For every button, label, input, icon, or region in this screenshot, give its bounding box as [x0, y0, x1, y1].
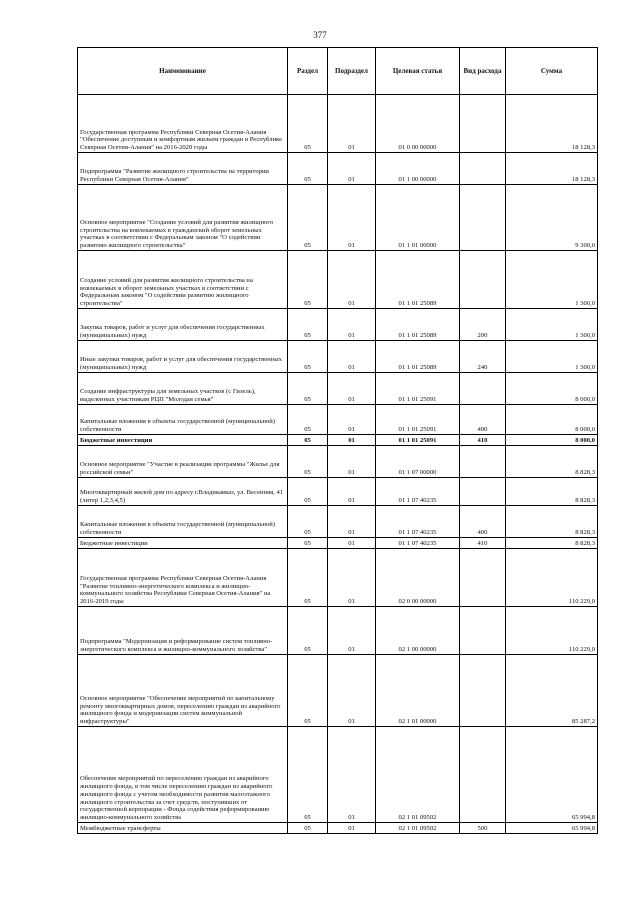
cell-section: 05: [288, 655, 328, 727]
cell-target: 01 1 01 25091: [376, 435, 460, 446]
cell-section: 05: [288, 607, 328, 655]
table-row: [78, 251, 598, 309]
table-row: [78, 727, 598, 823]
table-row: [78, 309, 598, 341]
cell-subsection: 01: [328, 727, 376, 823]
cell-target: 01 1 01 25091: [376, 373, 460, 405]
cell-sum: 8 000,0: [506, 435, 598, 446]
cell-section: 05: [288, 373, 328, 405]
cell-target: 01 0 00 00000: [376, 95, 460, 153]
cell-name: Бюджетные инвестиции: [78, 538, 288, 549]
cell-target: 01 1 01 25091: [376, 405, 460, 435]
cell-sum: 110 229,0: [506, 549, 598, 607]
cell-name: Обеспечение мероприятий по переселению граждан из аварийного жилищного фонда, в том числе переселению граждан из аварийного жилищного фонда с учетом необходимости развития малоэтажного жилищного строительства за счет средств, поступивших от государственной корпорации - Фонда содействия реформированию жилищно-коммунального хозяйства: [78, 727, 288, 823]
cell-subsection: 01: [328, 478, 376, 506]
table-row: [78, 607, 598, 655]
cell-subsection: 01: [328, 405, 376, 435]
cell-sum: 65 994,8: [506, 823, 598, 834]
cell-target: 01 1 07 00000: [376, 446, 460, 478]
cell-type: [460, 549, 506, 607]
cell-target: 01 1 00 00000: [376, 153, 460, 185]
cell-subsection: 01: [328, 538, 376, 549]
cell-sum: 18 128,3: [506, 95, 598, 153]
cell-type: 240: [460, 341, 506, 373]
cell-name: Бюджетные инвестиции: [78, 435, 288, 446]
header-subsection: Подраздел: [328, 48, 376, 95]
cell-subsection: 01: [328, 506, 376, 538]
cell-type: 500: [460, 823, 506, 834]
cell-section: 05: [288, 538, 328, 549]
cell-sum: 8 828,3: [506, 446, 598, 478]
table-row: [78, 95, 598, 153]
cell-type: 410: [460, 538, 506, 549]
table-row: [78, 549, 598, 607]
cell-sum: 65 994,8: [506, 727, 598, 823]
cell-subsection: 01: [328, 823, 376, 834]
cell-subsection: 01: [328, 607, 376, 655]
cell-name: Основное мероприятие "Участие в реализации программы "Жилье для российской семьи": [78, 446, 288, 478]
cell-section: 05: [288, 405, 328, 435]
cell-type: 400: [460, 405, 506, 435]
cell-name: Государственная программа Республики Северная Осетия-Алания "Обеспечение доступным и комфортным жильем граждан в Республике Северная Осетия-Алания" на 2016-2020 годы: [78, 95, 288, 153]
cell-name: Основное мероприятие "Обеспечение мероприятий по капитальному ремонту многоквартирных домов, переселению граждан из аварийного жилищного фонда и модернизации систем коммунальной инфраструктуры": [78, 655, 288, 727]
cell-name: Закупка товаров, работ и услуг для обеспечения государственных (муниципальных) нужд: [78, 309, 288, 341]
cell-name: Основное мероприятие "Создание условий для развития жилищного строительства на вовлекаемых в гражданский оборот земельных участках в соответствии с Федеральным законом "О содействии развитию жилищного строительства": [78, 185, 288, 251]
cell-type: [460, 727, 506, 823]
cell-section: 05: [288, 727, 328, 823]
cell-subsection: 01: [328, 341, 376, 373]
cell-type: [460, 373, 506, 405]
cell-sum: 9 300,0: [506, 185, 598, 251]
page-number: 377: [313, 30, 327, 40]
cell-target: 01 1 01 25089: [376, 251, 460, 309]
cell-target: 02 0 00 00000: [376, 549, 460, 607]
cell-type: [460, 185, 506, 251]
table-row: [78, 153, 598, 185]
cell-name: Капитальные вложения в объекты государственной (муниципальной) собственности: [78, 506, 288, 538]
table-row: [78, 538, 598, 549]
budget-table: [77, 47, 598, 834]
cell-name: Многоквартирный жилой дом по адресу г.Владикавказ, ул. Весенняя, 41 (литер 1,2,3,4,5): [78, 478, 288, 506]
cell-type: [460, 251, 506, 309]
table-row: [78, 373, 598, 405]
table-row: [78, 478, 598, 506]
header-name: Наименование: [78, 48, 288, 95]
cell-section: 05: [288, 823, 328, 834]
cell-name: Создание инфраструктуры для земельных участков (с Гизель), выделенных участникам РЦП "Молодая семья": [78, 373, 288, 405]
cell-subsection: 01: [328, 251, 376, 309]
header-section: Раздел: [288, 48, 328, 95]
cell-section: 05: [288, 341, 328, 373]
cell-name: Межбюджетные трансферты: [78, 823, 288, 834]
cell-sum: 18 128,3: [506, 153, 598, 185]
cell-target: 01 1 07 40235: [376, 538, 460, 549]
table-row: [78, 435, 598, 446]
cell-section: 05: [288, 251, 328, 309]
cell-name: Создание условий для развития жилищного строительства на вовлекаемых в оборот земельных участках в соответствии с Федеральным законом "О содействии развитию жилищного строительства": [78, 251, 288, 309]
cell-name: Подпрограмма "Модернизация и реформирование систем топливно-энергетического комплекса и жилищно-коммунального хозяйства": [78, 607, 288, 655]
cell-type: 200: [460, 309, 506, 341]
cell-sum: 8 828,3: [506, 478, 598, 506]
cell-sum: 110 229,0: [506, 607, 598, 655]
header-type: Вид расхода: [460, 48, 506, 95]
header-sum: Сумма: [506, 48, 598, 95]
cell-target: 02 1 01 00000: [376, 655, 460, 727]
cell-target: 02 1 01 09502: [376, 727, 460, 823]
cell-subsection: 01: [328, 446, 376, 478]
table-row: [78, 185, 598, 251]
cell-type: 400: [460, 506, 506, 538]
cell-sum: 1 300,0: [506, 251, 598, 309]
cell-target: 02 1 01 09502: [376, 823, 460, 834]
table-row: [78, 655, 598, 727]
cell-target: 01 1 07 40235: [376, 506, 460, 538]
table-row: [78, 341, 598, 373]
cell-section: 05: [288, 95, 328, 153]
cell-sum: 8 000,0: [506, 373, 598, 405]
cell-type: 410: [460, 435, 506, 446]
cell-sum: 8 828,3: [506, 506, 598, 538]
cell-type: [460, 655, 506, 727]
cell-section: 05: [288, 153, 328, 185]
cell-sum: 1 300,0: [506, 309, 598, 341]
cell-name: Государственная программа Республики Северная Осетия-Алания "Развитие топливно-энергетического комплекса и жилищно-коммунального хозяйства Республики Северная Осетия-Алания" на 2016-2019 годы: [78, 549, 288, 607]
cell-type: [460, 446, 506, 478]
cell-subsection: 01: [328, 549, 376, 607]
cell-section: 05: [288, 309, 328, 341]
cell-name: Иные закупки товаров, работ и услуг для обеспечения государственных (муниципальных) нужд: [78, 341, 288, 373]
table-header-row: [78, 48, 598, 95]
cell-target: 01 1 01 00000: [376, 185, 460, 251]
cell-section: 05: [288, 478, 328, 506]
cell-sum: 85 287,2: [506, 655, 598, 727]
cell-section: 05: [288, 446, 328, 478]
cell-subsection: 01: [328, 309, 376, 341]
cell-subsection: 01: [328, 655, 376, 727]
cell-section: 05: [288, 435, 328, 446]
cell-type: [460, 478, 506, 506]
cell-section: 05: [288, 549, 328, 607]
cell-subsection: 01: [328, 153, 376, 185]
cell-subsection: 01: [328, 185, 376, 251]
cell-subsection: 01: [328, 435, 376, 446]
cell-section: 05: [288, 506, 328, 538]
cell-target: 01 1 07 40235: [376, 478, 460, 506]
cell-type: [460, 153, 506, 185]
cell-type: [460, 607, 506, 655]
cell-subsection: 01: [328, 373, 376, 405]
table-row: [78, 446, 598, 478]
cell-target: 01 1 01 25089: [376, 341, 460, 373]
cell-subsection: 01: [328, 95, 376, 153]
cell-sum: 8 828,3: [506, 538, 598, 549]
cell-name: Капитальные вложения в объекты государственной (муниципальной) собственности: [78, 405, 288, 435]
cell-sum: 1 300,0: [506, 341, 598, 373]
cell-target: 01 1 01 25089: [376, 309, 460, 341]
cell-type: [460, 95, 506, 153]
header-target: Целевая статья: [376, 48, 460, 95]
cell-section: 05: [288, 185, 328, 251]
table-row: [78, 823, 598, 834]
cell-name: Подпрограмма "Развитие жилищного строительства на территории Республики Северная Осетия-Алания": [78, 153, 288, 185]
cell-sum: 8 000,0: [506, 405, 598, 435]
cell-target: 02 1 00 00000: [376, 607, 460, 655]
table-row: [78, 506, 598, 538]
table-row: [78, 405, 598, 435]
